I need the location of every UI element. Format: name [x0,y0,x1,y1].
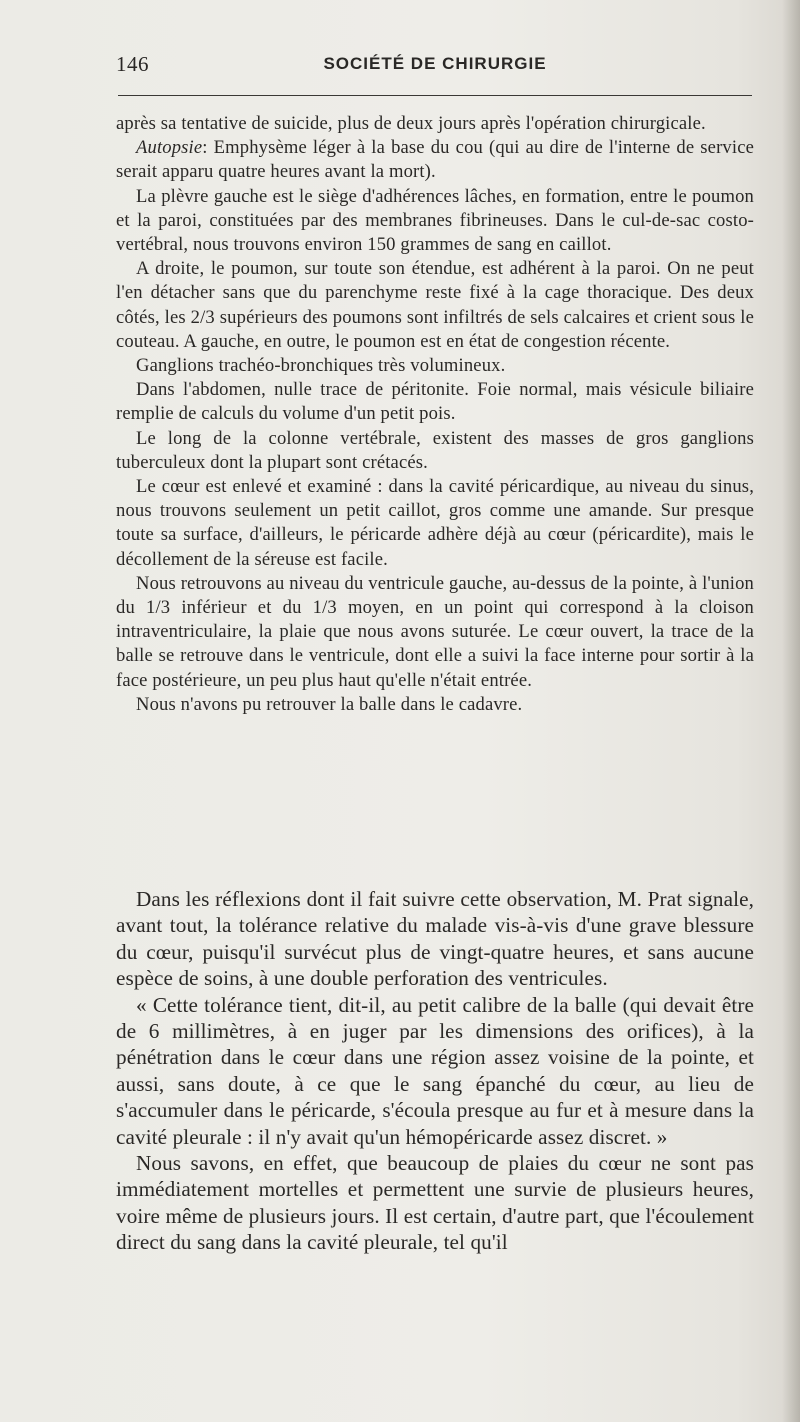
paragraph: Dans l'abdomen, nulle trace de péritonite. Foie normal, mais vésicule biliaire remplie de calculs du volume d'un petit pois. [116,379,754,425]
paragraph: Le cœur est enlevé et examiné : dans la cavité péricardique, au niveau du sinus, nous trouvons seulement un petit caillot, gros comme une amande. Sur presque toute sa surface, d'ailleurs, le péricarde adhère déjà au cœur (péricardite), mais le décollement de la séreuse est facile. [116,476,754,570]
paragraph: Le long de la colonne vertébrale, existent des masses de gros ganglions tuberculeux dont la plupart sont crétacés. [116,427,754,473]
running-title: SOCIÉTÉ DE CHIRURGIE [323,54,547,73]
paragraph: « Cette tolérance tient, dit-il, au petit calibre de la balle (qui devait être de 6 millimètres, à en juger par les dimensions des orifices), à la pénétration dans le cœur dans une région assez voisine de la pointe, et aussi, sans doute, à ce que le sang épanché du cœur, au lieu de s'accumuler dans le péricarde, s'écoula presque au fur et à mesure dans la cavité pleurale : il n'y avait qu'un hémopéricarde assez discret. » [116,992,754,1149]
paragraph: La plèvre gauche est le siège d'adhérences lâches, en formation, entre le poumon et la paroi, constituées par des membranes fibrineuses. Dans le cul-de-sac costo-vertébral, nous trouvons environ 150 grammes de sang en caillot. [116,185,754,256]
header-rule [118,95,752,96]
autopsie-label: Autopsie [136,137,203,159]
page-edge-shadow [782,0,800,1422]
observation-text [116,112,754,717]
paragraph-autopsie [116,136,754,184]
paragraph: Ganglions trachéo-bronchiques très volumineux. [136,355,506,377]
paragraph: Nous retrouvons au niveau du ventricule gauche, au-dessus de la pointe, à l'union du 1/3 inférieur et du 1/3 moyen, en un point qui correspond à la cloison intraventriculaire, la plaie que nous avons suturée. Le cœur ouvert, la trace de la balle se retrouve dans le ventricule, dont elle a suivi la face interne pour sortir à la face postérieure, un peu plus haut qu'elle n'était entrée. [116,572,754,691]
paragraph: A droite, le poumon, sur toute son étendue, est adhérent à la paroi. On ne peut l'en détacher sans que du parenchyme reste fixé à la cage thoracique. Des deux côtés, les 2/3 supérieurs des poumons sont infiltrés de sels calcaires et crient sous le couteau. A gauche, en outre, le poumon est en état de congestion récente. [116,258,754,352]
paragraph: Nous n'avons pu retrouver la balle dans le cadavre. [136,693,523,715]
autopsie-text: : Emphysème léger à la base du cou (qui au dire de l'interne de service serait apparu quatre heures avant la mort). [116,137,754,183]
paragraph: Dans les réflexions dont il fait suivre cette observation, M. Prat signale, avant tout, la tolérance relative du malade vis-à-vis d'une grave blessure du cœur, puisqu'il survécut plus de vingt-quatre heures, et sans aucune espèce de soins, à une double perforation des ventricules. [116,887,754,991]
paragraph: après sa tentative de suicide, plus de deux jours après l'opération chirurgicale. [116,113,706,134]
commentary-text [116,886,754,1256]
page-number: 146 [116,52,149,76]
page-header [116,52,754,82]
paragraph: Nous savons, en effet, que beaucoup de plaies du cœur ne sont pas immédiatement mortelles et permettent une survie de plusieurs heures, voire même de plusieurs jours. Il est certain, d'autre part, que l'écoulement direct du sang dans la cavité pleurale, tel qu'il [116,1151,754,1255]
